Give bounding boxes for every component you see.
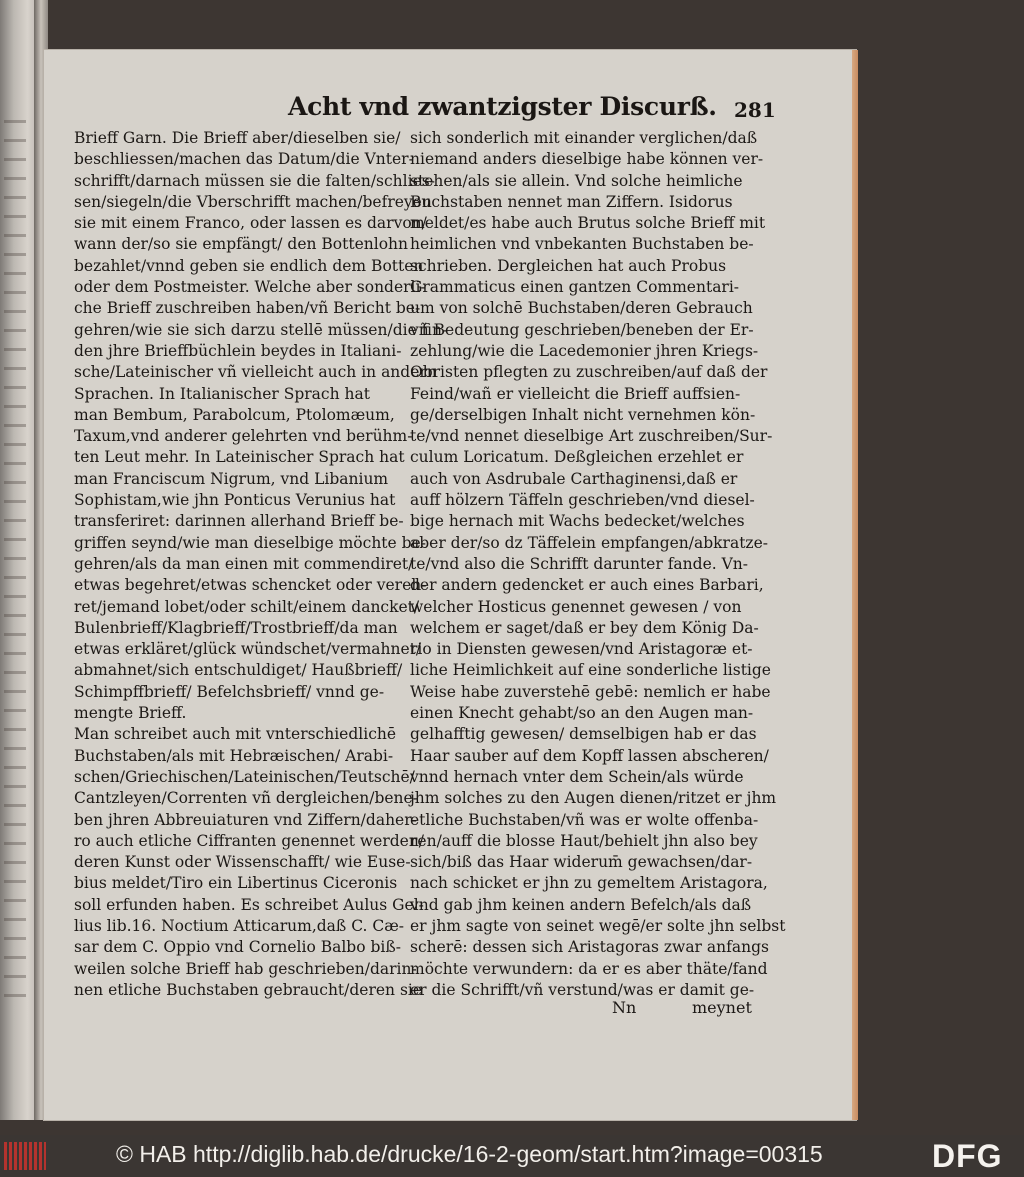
text-line: wann der/so sie empfängt/ den Bottenlohn — [74, 235, 408, 254]
text-line: sche/Lateinischer vñ vielleicht auch in andern — [74, 363, 437, 382]
text-line: jhm solches zu den Augen dienen/ritzet er jhm — [410, 789, 777, 808]
text-line: Feind/wañ er vielleicht die Brieff auffsien- — [410, 384, 741, 403]
text-line: Obristen pflegten zu zuschreiben/auf daß der — [410, 363, 768, 382]
text-line: er jhm sagte von seinet wegē/er solte jhn selbst — [410, 916, 786, 935]
text-line: lius lib.16. Noctium Atticarum,daß C. Cæ- — [74, 916, 405, 935]
text-line: scherē: dessen sich Aristagoras zwar anfangs — [410, 938, 769, 957]
text-line: ret/jemand lobet/oder schilt/einem dancket/ — [74, 597, 420, 616]
text-line: vñ Bedeutung geschrieben/beneben der Er- — [410, 320, 754, 339]
text-line: Schimpffbrieff/ Befelchsbrieff/ vnnd ge- — [74, 682, 385, 701]
text-line: Weise habe zuverstehē gebē: nemlich er habe — [410, 682, 771, 701]
text-line: gelhafftig gewesen/ demselbigen hab er das — [410, 725, 757, 744]
page-number: 281 — [734, 98, 776, 122]
text-line: bige hernach mit Wachs bedecket/welches — [410, 512, 745, 531]
text-line: ren/auff die blosse Haut/behielt jhn also bey — [410, 831, 758, 850]
page-fore-edge — [852, 50, 858, 1120]
text-line: rio in Diensten gewesen/vnd Aristagoræ et- — [410, 640, 753, 659]
text-line: Cantzleyen/Correnten vñ dergleichen/bene- — [74, 789, 418, 808]
text-line: welchem er saget/daß er bey dem König Da- — [410, 618, 759, 637]
text-line: Haar sauber auf dem Kopff lassen abscheren/ — [410, 746, 769, 765]
text-line: te/vnd also die Schrifft darunter fande. Vn- — [410, 554, 749, 573]
text-line: Taxum,vnd anderer gelehrten vnd berühm- — [74, 427, 413, 446]
text-line: heimlichen vnd vnbekanten Buchstaben be- — [410, 235, 754, 254]
text-line: soll erfunden haben. Es schreibet Aulus Gel- — [74, 895, 424, 914]
text-line: um von solchē Buchstaben/deren Gebrauch — [410, 299, 753, 318]
text-line: Buchstaben nennet man Ziffern. Isidorus — [410, 192, 733, 211]
text-line: welcher Hosticus genennet gewesen / von — [410, 597, 742, 616]
text-line: schrifft/darnach müssen sie die falten/schlies- — [74, 171, 435, 190]
text-line: Brieff Garn. Die Brieff aber/dieselben sie/ — [74, 129, 401, 147]
text-line: bezahlet/vnnd geben sie endlich dem Botten — [74, 256, 424, 275]
text-line: te/vnd nennet dieselbige Art zuschreiben/Sur- — [410, 427, 773, 446]
scanned-page — [44, 50, 856, 1120]
text-column-right — [410, 128, 786, 1001]
text-line: gehren/wie sie sich darzu stellē müssen/die fin- — [74, 320, 448, 339]
text-line: niemand anders dieselbige habe können ver- — [410, 150, 764, 169]
text-line: schrieben. Dergleichen hat auch Probus — [410, 256, 727, 275]
text-line: stehen/als sie allein. Vnd solche heimliche — [410, 171, 743, 190]
text-line: möchte verwundern: da er es aber thäte/fand — [410, 959, 768, 978]
text-line: aber der/so dz Täffelein empfangen/abkratze- — [410, 533, 769, 552]
text-line: einen Knecht gehabt/so an den Augen man- — [410, 704, 754, 723]
text-line: weilen solche Brieff hab geschrieben/darin- — [74, 959, 417, 978]
text-line: schen/Griechischen/Lateinischen/Teutschē/ — [74, 767, 415, 786]
text-line: vnnd hernach vnter dem Schein/als würde — [410, 767, 744, 786]
text-line: culum Loricatum. Deßgleichen erzehlet er — [410, 448, 744, 467]
text-line: griffen seynd/wie man dieselbige möchte be- — [74, 533, 426, 552]
text-line: etliche Buchstaben/vñ was er wolte offenba- — [410, 810, 759, 829]
text-line: meldet/es habe auch Brutus solche Brieff mit — [410, 214, 766, 233]
show-through-text — [4, 120, 26, 1000]
barcode-icon — [4, 1142, 46, 1170]
text-line: sich sonderlich mit einander verglichen/daß — [410, 129, 758, 147]
text-line: Buchstaben/als mit Hebræischen/ Arabi- — [74, 746, 394, 765]
text-line: vnd gab jhm keinen andern Befelch/als daß — [410, 895, 752, 914]
text-line: deren Kunst oder Wissenschafft/ wie Euse- — [74, 853, 411, 872]
text-line: che Brieff zuschreiben haben/vñ Bericht be- — [74, 299, 421, 318]
text-line: man Franciscum Nigrum, vnd Libanium — [74, 469, 389, 488]
dfg-logo: DFG — [932, 1138, 1003, 1174]
text-line: nach schicket er jhn zu gemeltem Aristagora, — [410, 874, 768, 893]
text-line: den jhre Brieffbüchlein beydes in Italiani- — [74, 341, 402, 360]
text-line: ten Leut mehr. In Lateinischer Sprach hat — [74, 448, 405, 467]
signature-mark: Nn — [612, 998, 637, 1017]
text-line: Sprachen. In Italianischer Sprach hat — [74, 384, 370, 403]
text-line: der andern gedencket er auch eines Barbari, — [410, 576, 764, 595]
text-line: Man schreibet auch mit vnterschiedlichē — [74, 725, 397, 744]
running-head: Acht vnd zwantzigster Discurß. — [288, 92, 717, 121]
text-line: etwas begehret/etwas schencket oder vereh- — [74, 576, 427, 595]
text-line: sar dem C. Oppio vnd Cornelio Balbo biß- — [74, 938, 401, 957]
text-line: ge/derselbigen Inhalt nicht vernehmen kön- — [410, 405, 756, 424]
text-line: beschliessen/machen das Datum/die Vnter- — [74, 150, 414, 169]
text-line: auff hölzern Täffeln geschrieben/vnd diesel- — [410, 491, 755, 510]
text-line: sie mit einem Franco, oder lassen es darvon/ — [74, 214, 427, 233]
text-line: transferiret: darinnen allerhand Brieff be- — [74, 512, 404, 531]
text-line: abmahnet/sich entschuldiget/ Haußbrieff/ — [74, 661, 403, 680]
text-line: zehlung/wie die Lacedemonier jhren Kriegs- — [410, 341, 759, 360]
text-line: liche Heimlichkeit auf eine sonderliche listige — [410, 661, 771, 680]
text-line: sich/biß das Haar widerum̄ gewachsen/dar- — [410, 853, 753, 872]
text-line: ro auch etliche Ciffranten genennet werden/ — [74, 831, 425, 850]
footer-source-link[interactable]: © HAB http://diglib.hab.de/drucke/16-2-geom/start.htm?image=00315 — [116, 1141, 823, 1167]
text-line: oder dem Postmeister. Welche aber sonderli- — [74, 278, 426, 297]
text-line: Bulenbrieff/Klagbrieff/Trostbrieff/da man — [74, 618, 398, 637]
text-line: bius meldet/Tiro ein Libertinus Ciceronis — [74, 874, 398, 893]
text-line: mengte Brieff. — [74, 704, 187, 723]
text-line: Sophistam,wie jhn Ponticus Verunius hat — [74, 491, 396, 510]
catchword: meynet — [692, 998, 752, 1017]
text-line: auch von Asdrubale Carthaginensi,daß er — [410, 469, 738, 488]
text-column-left — [74, 128, 448, 1001]
text-line: etwas erkläret/glück wündschet/vermahnet/ — [74, 640, 422, 659]
footer-bar — [0, 1135, 1024, 1177]
text-line: nen etliche Buchstaben gebraucht/deren sie — [74, 980, 423, 999]
text-line: Grammaticus einen gantzen Commentari- — [410, 278, 740, 297]
text-line: sen/siegeln/die Vberschrifft machen/befreyen — [74, 192, 432, 211]
text-line: er die Schrifft/vñ verstund/was er damit ge- — [410, 980, 755, 999]
text-line: gehren/als da man einen mit commendiret/ — [74, 554, 414, 573]
text-line: man Bembum, Parabolcum, Ptolomæum, — [74, 405, 395, 424]
text-line: ben jhren Abbreuiaturen vnd Ziffern/daher- — [74, 810, 417, 829]
